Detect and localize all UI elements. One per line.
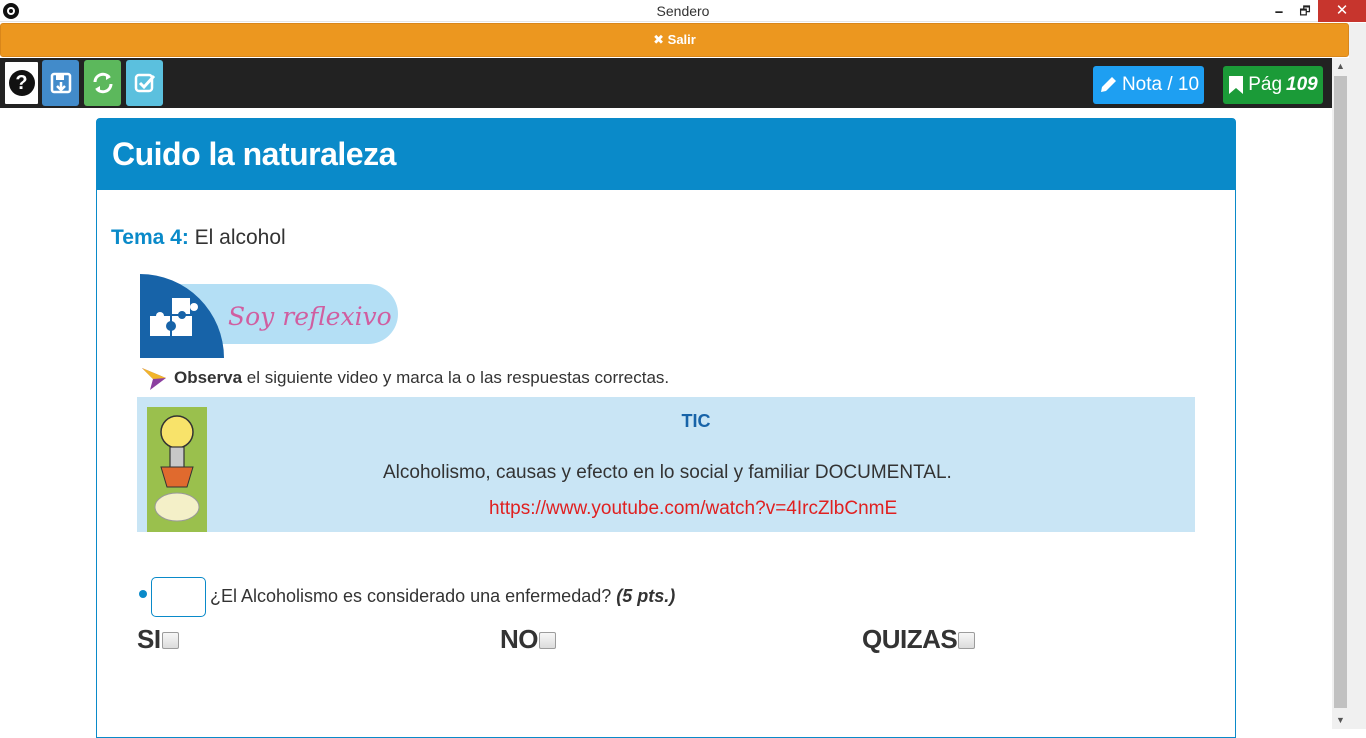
question-text: ¿El Alcoholismo es considerado una enfermedad? [210, 586, 617, 606]
option-no-checkbox[interactable] [539, 632, 556, 649]
scroll-up-arrow-icon[interactable]: ▲ [1336, 61, 1345, 71]
tema-heading [111, 226, 286, 250]
question-bullet [139, 590, 147, 598]
option-quizas-label: QUIZAS [862, 624, 958, 654]
pencil-icon [1098, 75, 1118, 95]
option-quizas [862, 624, 975, 655]
scroll-thumb[interactable] [1334, 76, 1347, 708]
option-no-label: NO [500, 624, 538, 654]
refresh-icon [91, 71, 115, 95]
help-button[interactable] [3, 60, 40, 106]
instruction-text: el siguiente video y marca la o las respuestas correctas. [242, 368, 670, 387]
scroll-down-arrow-icon[interactable]: ▼ [1336, 715, 1345, 725]
vertical-scrollbar[interactable] [1332, 58, 1349, 729]
nota-label: Nota / 10 [1121, 74, 1200, 95]
toolbar [0, 58, 1332, 108]
minimize-button[interactable]: 🗕 [1274, 4, 1284, 18]
panel-header [97, 119, 1235, 190]
banner-text: Soy reflexivo [228, 302, 392, 331]
instruction-verb: Observa [174, 368, 243, 387]
video-link[interactable]: https://www.youtube.com/watch?v=4IrcZlbCnmE [489, 498, 898, 519]
instruction [140, 364, 669, 392]
answer-input[interactable] [151, 577, 206, 617]
question-points: (5 pts.) [616, 586, 676, 606]
arrow-pointer-icon [140, 364, 168, 392]
option-no [500, 624, 556, 655]
option-si-label: SI [137, 624, 161, 654]
option-si-checkbox[interactable] [162, 632, 179, 649]
maximize-button[interactable]: 🗗 [1299, 4, 1311, 18]
checkbox-check-icon [134, 72, 156, 94]
tic-title: TIC [681, 411, 711, 431]
window-edge [1349, 23, 1366, 729]
tema-title: El alcohol [188, 226, 286, 249]
pagina-label: Pág [1248, 74, 1283, 95]
window-titlebar [0, 0, 1366, 22]
save-icon [50, 72, 72, 94]
salir-button[interactable]: ✖ Salir [0, 23, 1349, 57]
soy-reflexivo-banner [140, 274, 400, 358]
check-button[interactable] [126, 60, 163, 106]
question [210, 586, 675, 607]
banner-quarter [140, 274, 224, 358]
close-window-button[interactable]: ✕ [1318, 0, 1366, 22]
save-button[interactable] [42, 60, 79, 106]
tic-box [137, 397, 1195, 532]
page-title: Cuido la naturaleza [112, 136, 396, 172]
pagina-button[interactable] [1223, 66, 1323, 104]
tema-label: Tema 4: [111, 226, 189, 249]
option-si [137, 624, 179, 655]
window-title: Sendero [656, 3, 710, 19]
option-quizas-checkbox[interactable] [958, 632, 975, 649]
nota-button[interactable] [1093, 66, 1204, 104]
question-icon: ? [9, 70, 35, 96]
pagina-number: 109 [1286, 74, 1318, 95]
refresh-button[interactable] [84, 60, 121, 106]
tic-description: Alcoholismo, causas y efecto en lo social y familiar DOCUMENTAL. [383, 462, 952, 483]
bookmark-icon [1228, 75, 1244, 95]
puzzle-icon [140, 274, 224, 358]
